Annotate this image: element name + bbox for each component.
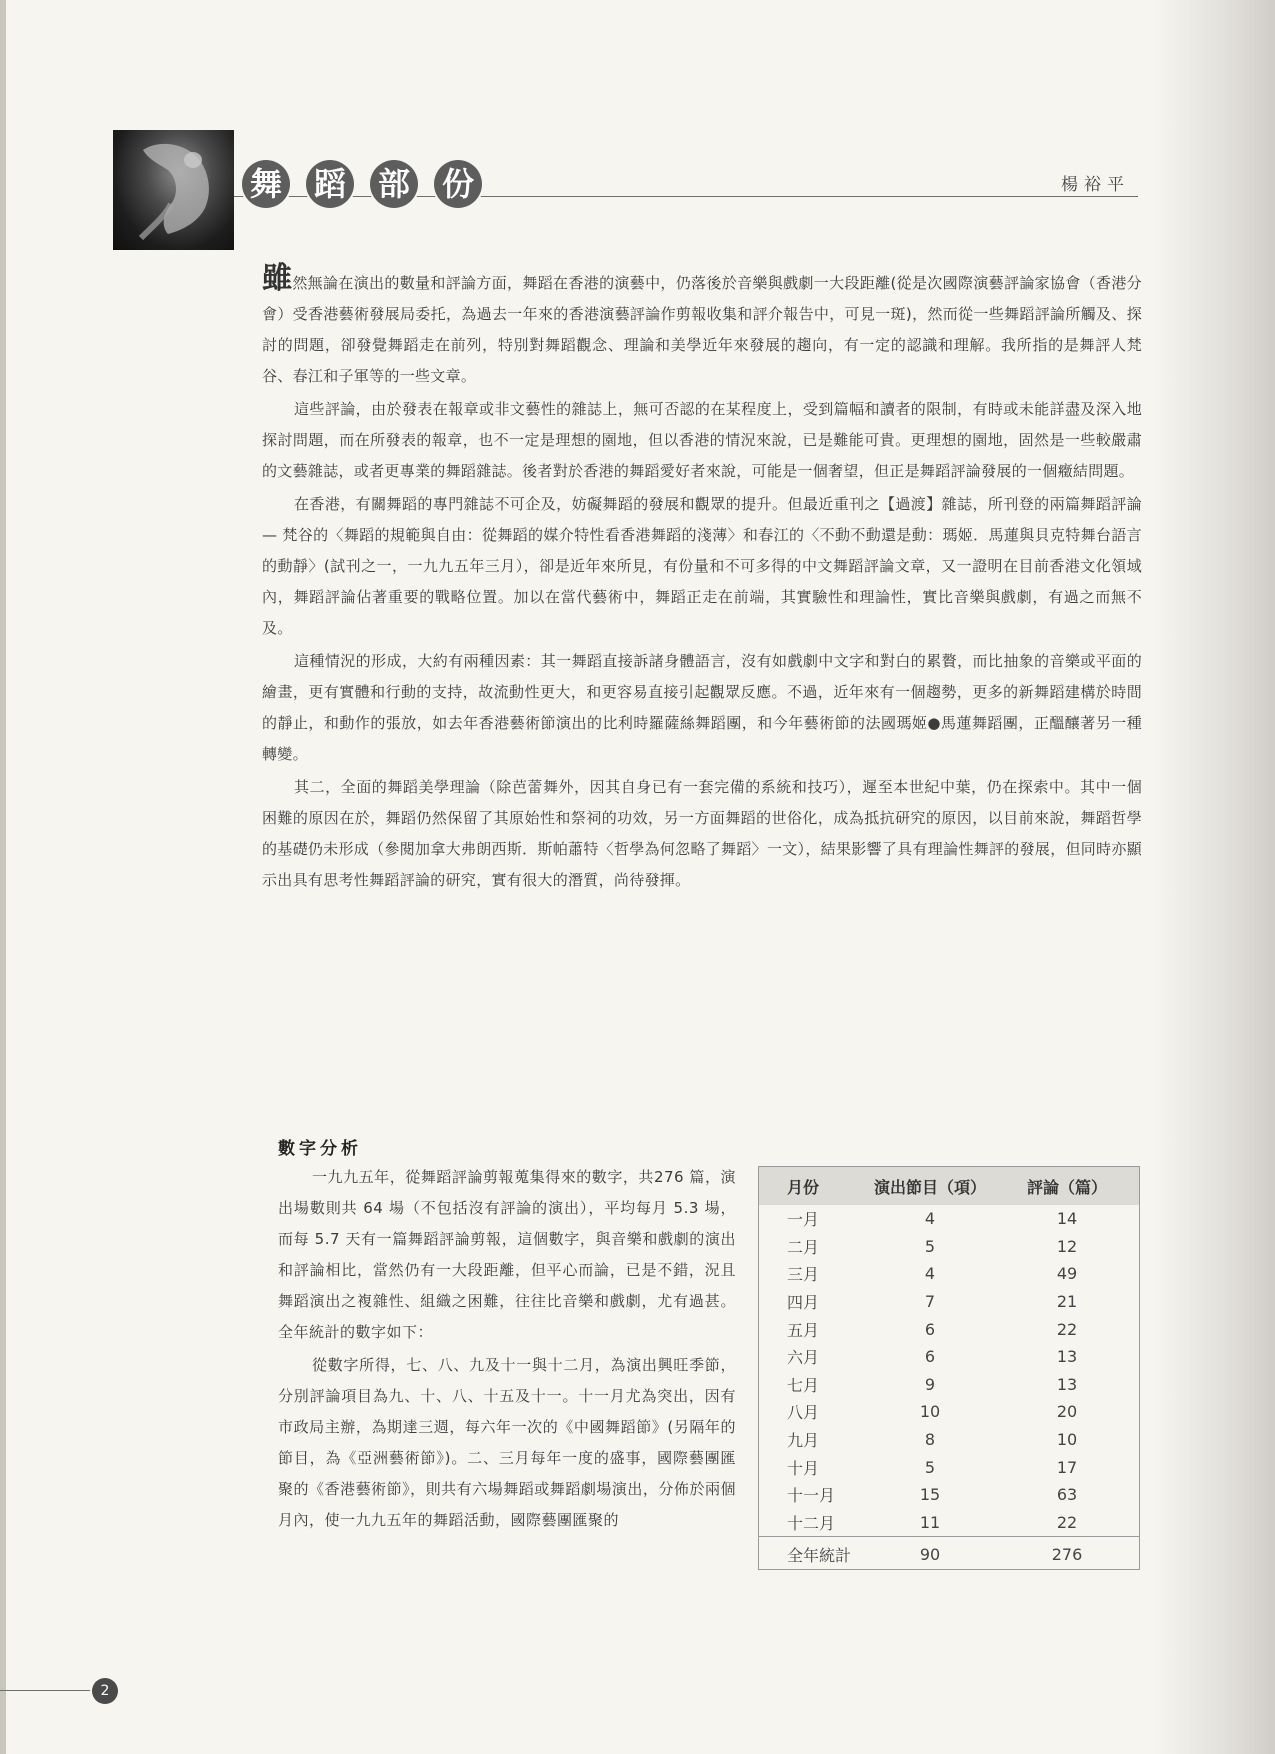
- cell-month: 七月: [787, 1375, 820, 1395]
- cell-month: 二月: [787, 1237, 820, 1257]
- paragraph: [262, 261, 1142, 392]
- article-body: [262, 261, 1142, 898]
- table-row: [759, 1315, 1139, 1343]
- cell-reviews: 13: [1056, 1347, 1078, 1367]
- cell-month: 三月: [787, 1265, 820, 1285]
- statistics-table: [758, 1166, 1140, 1570]
- table-row: [759, 1343, 1139, 1371]
- paragraph-text: 然無論在演出的數量和評論方面，舞蹈在香港的演藝中，仍落後於音樂與戲劇一大段距離(從是次國際演藝評論家協會（香港分會）受香港藝術發展局委托，為過去一年來的香港演藝評論作剪報收集和評介報告中，可見一斑)，然而從一些舞蹈評論所觸及、探討的問題，卻發覺舞蹈走在前列，特別對舞蹈觀念、理論和美學近年來發展的趨向，有一定的認識和理解。我所指的是舞評人梵谷、春江和子軍等的一些文章。: [262, 274, 1142, 385]
- cell-programs: 5: [924, 1236, 936, 1256]
- table-row: [759, 1398, 1139, 1426]
- dancer-photo: [113, 130, 234, 250]
- cell-month: 四月: [787, 1293, 820, 1313]
- cell-total-label: 全年統計: [759, 1537, 865, 1572]
- table-row: [759, 1233, 1139, 1261]
- cell-month: 十一月: [787, 1486, 836, 1506]
- table-row: [759, 1371, 1139, 1399]
- page-number: 2: [92, 1678, 118, 1704]
- cell-programs: 4: [924, 1209, 936, 1229]
- table-row: [759, 1453, 1139, 1481]
- title-char: 舞: [242, 160, 290, 208]
- cell-reviews: 22: [1056, 1319, 1078, 1339]
- cell-programs: 4: [924, 1264, 936, 1284]
- cell-reviews: 13: [1056, 1374, 1078, 1394]
- cell-programs: 6: [924, 1319, 936, 1339]
- table-row: [759, 1481, 1139, 1509]
- footer-rule: [0, 1690, 90, 1691]
- paragraph: 從數字所得，七、八、九及十一與十二月，為演出興旺季節，分別評論項目為九、十、八、十五及十一。十一月尤為突出，因有市政局主辦，為期達三週，每六年一次的《中國舞蹈節》(另隔年的節目，為《亞洲藝術節》)。二、三月每年一度的盛事，國際藝團匯聚的《香港藝術節》，則共有六場舞蹈或舞蹈劇場演出，分佈於兩個月內，使一九九五年的舞蹈活動，國際藝團匯聚的: [278, 1356, 736, 1529]
- cell-total-programs: 90: [865, 1537, 995, 1572]
- column-header-reviews: 評論（篇）: [995, 1167, 1139, 1205]
- cell-programs: 7: [924, 1292, 936, 1312]
- cell-programs: 15: [919, 1485, 941, 1505]
- cell-month: 八月: [787, 1403, 820, 1423]
- section-heading: 數字分析: [278, 1139, 362, 1159]
- cell-month: 十月: [787, 1458, 820, 1478]
- page-left-edge: [0, 0, 6, 1754]
- cell-programs: 6: [924, 1347, 936, 1367]
- cell-month: 十二月: [787, 1513, 836, 1533]
- cell-programs: 5: [924, 1457, 936, 1477]
- title-char: 份: [434, 160, 482, 208]
- column-header-month: 月份: [759, 1167, 865, 1205]
- statistics-table-grid: [759, 1167, 1139, 1571]
- paragraph: 其二，全面的舞蹈美學理論（除芭蕾舞外，因其自身已有一套完備的系統和技巧），遲至本世紀中葉，仍在探索中。其中一個困難的原因在於，舞蹈仍然保留了其原始性和祭祠的功效，另一方面舞蹈的世俗化，成為抵抗研究的原因，以目前來說，舞蹈哲學的基礎仍未形成（參閱加拿大弗朗西斯．斯帕蕭特〈哲學為何忽略了舞蹈〉一文），結果影響了具有理論性舞評的發展，但同時亦顯示出具有思考性舞蹈評論的研究，實有很大的潛質，尚待發揮。: [262, 778, 1142, 889]
- title-char: 蹈: [306, 160, 354, 208]
- cell-reviews: 10: [1056, 1430, 1078, 1450]
- table-row: [759, 1260, 1139, 1288]
- cell-programs: 9: [924, 1374, 936, 1394]
- cell-reviews: 22: [1056, 1512, 1078, 1532]
- page-title: [242, 160, 482, 208]
- table-row: [759, 1509, 1139, 1537]
- drop-cap: 雖: [262, 261, 293, 296]
- title-char: 部: [370, 160, 418, 208]
- table-row: [759, 1205, 1139, 1233]
- page-binding-shadow: [1155, 0, 1275, 1754]
- column-header-programs: 演出節目（項）: [865, 1167, 995, 1205]
- cell-programs: 10: [919, 1402, 941, 1422]
- cell-reviews: 21: [1056, 1292, 1078, 1312]
- cell-month: 一月: [787, 1210, 820, 1230]
- cell-reviews: 17: [1056, 1457, 1078, 1477]
- dancer-silhouette-icon: [113, 130, 234, 250]
- table-row: [759, 1426, 1139, 1454]
- paragraph: 一九九五年，從舞蹈評論剪報蒐集得來的數字，共276 篇，演出場數則共 64 場（不包括沒有評論的演出），平均每月 5.3 場，而每 5.7 天有一篇舞蹈評論剪報，這個數字，與音樂和戲劇的演出和評論相比，當然仍有一大段距離，但平心而論，已是不錯，況且舞蹈演出之複雜性、組織之困難，往往比音樂和戲劇，尤有過甚。全年統計的數字如下：: [278, 1168, 736, 1341]
- cell-programs: 8: [924, 1430, 936, 1450]
- section-body: [278, 1162, 736, 1538]
- cell-total-reviews: 276: [995, 1537, 1139, 1572]
- cell-reviews: 20: [1056, 1402, 1078, 1422]
- author-name: 楊裕平: [1061, 175, 1130, 195]
- cell-reviews: 49: [1056, 1264, 1078, 1284]
- paragraph: 這些評論，由於發表在報章或非文藝性的雜誌上，無可否認的在某程度上，受到篇幅和讀者的限制，有時或未能詳盡及深入地探討問題，而在所發表的報章，也不一定是理想的園地，但以香港的情況來說，已是難能可貴。更理想的園地，固然是一些較嚴肅的文藝雜誌，或者更專業的舞蹈雜誌。後者對於香港的舞蹈愛好者來說，可能是一個奢望，但正是舞蹈評論發展的一個癥結問題。: [262, 400, 1142, 480]
- table-header-row: [759, 1167, 1139, 1205]
- paragraph: 在香港，有關舞蹈的專門雜誌不可企及，妨礙舞蹈的發展和觀眾的提升。但最近重刊之【過渡】雜誌，所刊登的兩篇舞蹈評論 — 梵谷的〈舞蹈的規範與自由：從舞蹈的媒介特性看香港舞蹈的淺薄〉和春江的〈不動不動還是動：瑪姬．馬蓮與貝克特舞台語言的動靜〉(試刊之一，一九九五年三月），卻是近年來所見，有份量和不可多得的中文舞蹈評論文章，又一證明在目前香港文化領域內，舞蹈評論佔著重要的戰略位置。加以在當代藝術中，舞蹈正走在前端，其實驗性和理論性，實比音樂與戲劇，有過之而無不及。: [262, 495, 1142, 637]
- cell-reviews: 14: [1056, 1209, 1078, 1229]
- paragraph: 這種情況的形成，大約有兩種因素：其一舞蹈直接訴諸身體語言，沒有如戲劇中文字和對白的累贅，而比抽象的音樂或平面的繪畫，更有實體和行動的支持，故流動性更大，和更容易直接引起觀眾反應。不過，近年來有一個趨勢，更多的新舞蹈建構於時間的靜止，和動作的張放，如去年香港藝術節演出的比利時羅薩絲舞蹈團，和今年藝術節的法國瑪姬●馬蓮舞蹈團，正醞釀著另一種轉變。: [262, 652, 1142, 763]
- cell-month: 九月: [787, 1431, 820, 1451]
- cell-month: 五月: [787, 1320, 820, 1340]
- cell-programs: 11: [919, 1512, 941, 1532]
- cell-reviews: 12: [1056, 1236, 1078, 1256]
- table-total-row: [759, 1537, 1139, 1572]
- cell-reviews: 63: [1056, 1485, 1078, 1505]
- table-row: [759, 1288, 1139, 1316]
- cell-month: 六月: [787, 1348, 820, 1368]
